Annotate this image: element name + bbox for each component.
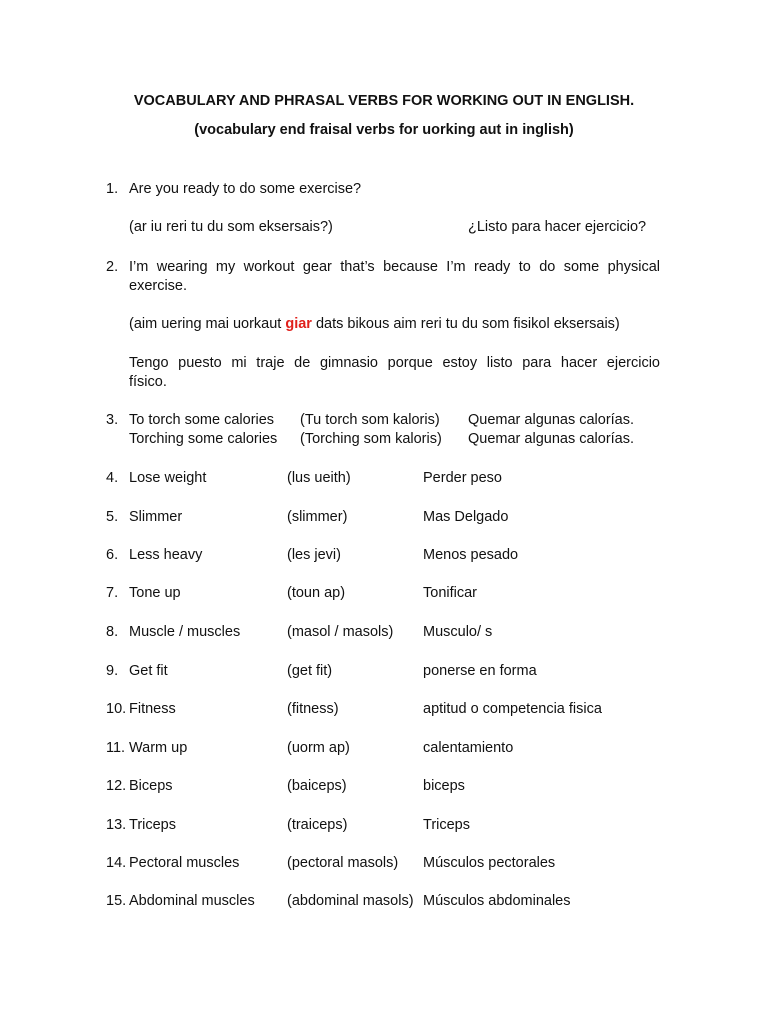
vocab-english: Tone up <box>129 585 181 601</box>
vocab-english: Lose weight <box>129 470 207 486</box>
phrase-pronunciation: (Tu torch som kaloris) <box>300 412 440 428</box>
vocab-english: Slimmer <box>129 509 183 525</box>
item-text: Are you ready to do some exercise? <box>129 181 362 197</box>
item-spanish-line: Tengo puesto mi traje de gimnasio porque estoy listo para hacer ejercicio <box>129 355 660 371</box>
vocab-pronunciation: (abdominal masols) <box>287 893 414 909</box>
vocab-pronunciation: (pectoral masols) <box>287 855 399 871</box>
vocab-spanish: Menos pesado <box>423 547 519 563</box>
phrase-english: Torching some calories <box>129 431 278 447</box>
phrase-spanish: Quemar algunas calorías. <box>468 431 635 447</box>
item-number: 13. <box>106 817 127 833</box>
phrase-english: To torch some calories <box>129 412 275 428</box>
document-subtitle: (vocabulary end fraisal verbs for uorking aut in inglish) <box>194 122 574 138</box>
item-number: 10. <box>106 701 127 717</box>
vocab-spanish: Tonificar <box>423 585 477 601</box>
item-spanish: ¿Listo para hacer ejercicio? <box>468 219 647 235</box>
item-number: 8. <box>106 624 119 640</box>
vocab-spanish: biceps <box>423 778 465 794</box>
vocab-spanish: calentamiento <box>423 740 514 756</box>
pronunciation-text: dats bikous aim reri tu du som fisikol eksersais) <box>311 316 620 332</box>
vocab-pronunciation: (traiceps) <box>287 817 348 833</box>
document-title: VOCABULARY AND PHRASAL VERBS FOR WORKING OUT IN ENGLISH. <box>133 93 635 109</box>
item-number: 15. <box>106 893 127 909</box>
vocab-pronunciation: (slimmer) <box>287 509 348 525</box>
item-number: 5. <box>106 509 119 525</box>
item-number: 7. <box>106 585 119 601</box>
vocab-pronunciation: (les jevi) <box>287 547 341 563</box>
item-number: 6. <box>106 547 119 563</box>
item-number: 3. <box>106 412 119 428</box>
vocab-english: Biceps <box>129 778 173 794</box>
vocab-pronunciation: (get fit) <box>287 663 333 679</box>
item-number: 14. <box>106 855 127 871</box>
vocab-spanish: Musculo/ s <box>423 624 493 640</box>
item-number: 2. <box>106 259 119 275</box>
vocab-pronunciation: (fitness) <box>287 701 339 717</box>
item-number: 4. <box>106 470 119 486</box>
item-number: 1. <box>106 181 119 197</box>
phrase-pronunciation: (Torching som kaloris) <box>300 431 442 447</box>
item-number: 11. <box>106 740 126 756</box>
item-text-line: I’m wearing my workout gear that’s because I’m ready to do some physical <box>129 259 660 275</box>
vocab-english: Pectoral muscles <box>129 855 240 871</box>
vocab-pronunciation: (uorm ap) <box>287 740 350 756</box>
vocab-spanish: Músculos abdominales <box>423 893 571 909</box>
vocab-english: Warm up <box>129 740 188 756</box>
item-spanish-line: físico. <box>129 374 167 390</box>
vocab-spanish: Músculos pectorales <box>423 855 556 871</box>
vocab-english: Fitness <box>129 701 176 717</box>
pronunciation-text: (aim uering mai uorkaut <box>129 316 286 332</box>
item-number: 12. <box>106 778 127 794</box>
vocab-spanish: Perder peso <box>423 470 502 486</box>
vocab-english: Muscle / muscles <box>129 624 241 640</box>
item-number: 9. <box>106 663 119 679</box>
vocab-pronunciation: (baiceps) <box>287 778 347 794</box>
vocab-english: Less heavy <box>129 547 203 563</box>
vocab-pronunciation: (toun ap) <box>287 585 346 601</box>
vocab-pronunciation: (masol / masols) <box>287 624 394 640</box>
item-pronunciation: (ar iu reri tu du som eksersais?) <box>129 219 333 235</box>
vocab-pronunciation: (lus ueith) <box>287 470 351 486</box>
vocab-spanish: aptitud o competencia fisica <box>423 701 602 717</box>
item-text-line: exercise. <box>129 278 188 294</box>
item-pronunciation <box>129 316 620 332</box>
vocab-english: Triceps <box>129 817 176 833</box>
vocab-english: Abdominal muscles <box>129 893 255 909</box>
phrase-spanish: Quemar algunas calorías. <box>468 412 635 428</box>
highlighted-word: giar <box>285 316 312 332</box>
vocab-spanish: Mas Delgado <box>423 509 509 525</box>
vocab-english: Get fit <box>129 663 168 679</box>
vocab-spanish: Triceps <box>423 817 470 833</box>
vocab-spanish: ponerse en forma <box>423 663 537 679</box>
